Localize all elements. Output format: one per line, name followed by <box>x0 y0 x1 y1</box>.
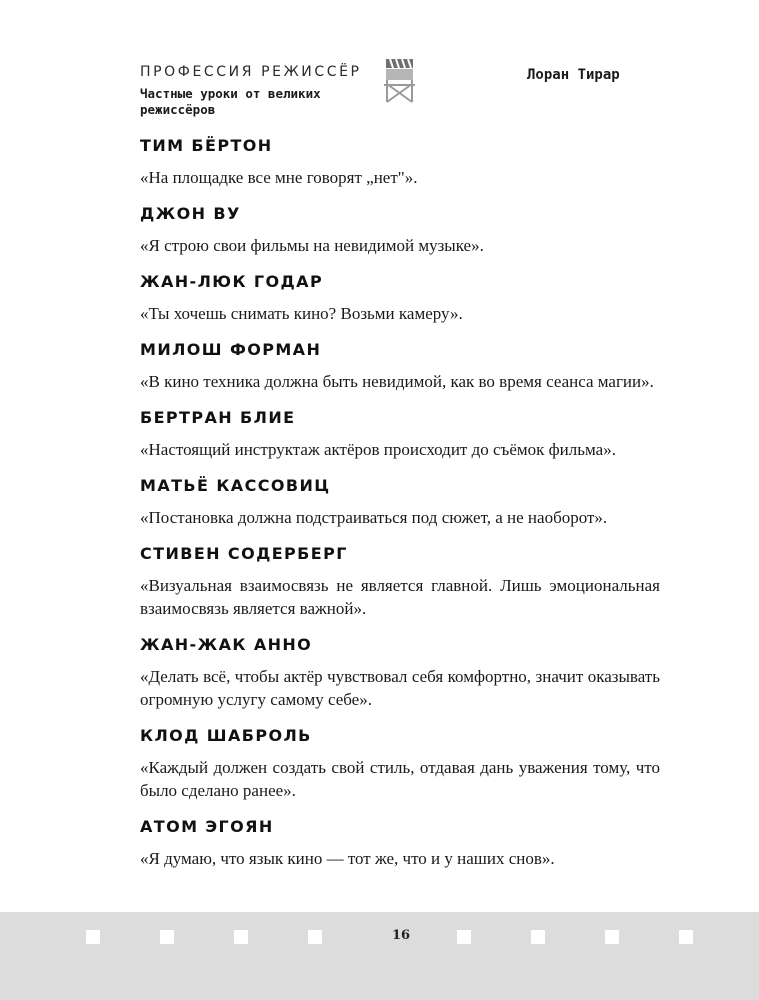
quote-text: «На площадке все мне говорят „нет"». <box>140 168 418 187</box>
quote-text: «Делать всё, чтобы актёр чувствовал себя комфортно, значит оказывать огромную услугу самому себе». <box>140 667 660 709</box>
quote-entry <box>140 272 660 325</box>
quote-text: «В кино техника должна быть невидимой, как во время сеанса магии». <box>140 372 654 391</box>
director-name: СТИВЕН СОДЕРБЕРГ <box>140 544 348 563</box>
quote-entry <box>140 408 660 461</box>
director-name: МАТЬЁ КАССОВИЦ <box>140 476 331 495</box>
director-name: КЛОД ШАБРОЛЬ <box>140 726 312 745</box>
film-perforation <box>234 930 248 944</box>
director-name: ДЖОН ВУ <box>140 204 241 223</box>
film-perforation <box>308 930 322 944</box>
director-name: АТОМ ЭГОЯН <box>140 817 274 836</box>
quote-text: «Я строю свои фильмы на невидимой музыке». <box>140 236 484 255</box>
film-perforation <box>679 930 693 944</box>
page-header <box>0 0 759 130</box>
author-name: Лоран Тирар <box>527 67 620 83</box>
director-name: ЖАН-ЖАК АННО <box>140 635 313 654</box>
director-name: ТИМ БЁРТОН <box>140 136 273 155</box>
quote-entry <box>140 726 660 802</box>
quote-text: «Визуальная взаимосвязь не является главной. Лишь эмоциональная взаимосвязь является важной». <box>140 576 660 618</box>
director-name: БЕРТРАН БЛИЕ <box>140 408 296 427</box>
quote-entry <box>140 204 660 257</box>
film-perforation <box>86 930 100 944</box>
quote-text: «Ты хочешь снимать кино? Возьми камеру». <box>140 304 463 323</box>
director-chair-icon <box>382 55 418 105</box>
quote-entry <box>140 136 660 189</box>
director-name: ЖАН-ЛЮК ГОДАР <box>140 272 324 291</box>
quote-text: «Я думаю, что язык кино — тот же, что и у наших снов». <box>140 849 555 868</box>
page-number: 16 <box>391 928 411 943</box>
quotes-list <box>140 136 660 870</box>
quote-text: «Каждый должен создать свой стиль, отдавая дань уважения тому, что было сделано ранее». <box>140 758 660 800</box>
quote-entry <box>140 817 660 870</box>
film-perforation <box>160 930 174 944</box>
film-perforation <box>531 930 545 944</box>
quote-entry <box>140 635 660 711</box>
film-perforation <box>605 930 619 944</box>
director-name: МИЛОШ ФОРМАН <box>140 340 322 359</box>
book-title: ПРОФЕССИЯ РЕЖИССЁР <box>140 64 362 80</box>
quote-entry <box>140 476 660 529</box>
quote-entry <box>140 340 660 393</box>
book-subtitle: Частные уроки от великих режиссёров <box>140 86 321 117</box>
quote-text: «Настоящий инструктаж актёров происходит до съёмок фильма». <box>140 440 616 459</box>
film-perforation <box>457 930 471 944</box>
quote-text: «Постановка должна подстраиваться под сюжет, а не наоборот». <box>140 508 608 527</box>
quote-entry <box>140 544 660 620</box>
page-footer <box>0 912 759 1000</box>
